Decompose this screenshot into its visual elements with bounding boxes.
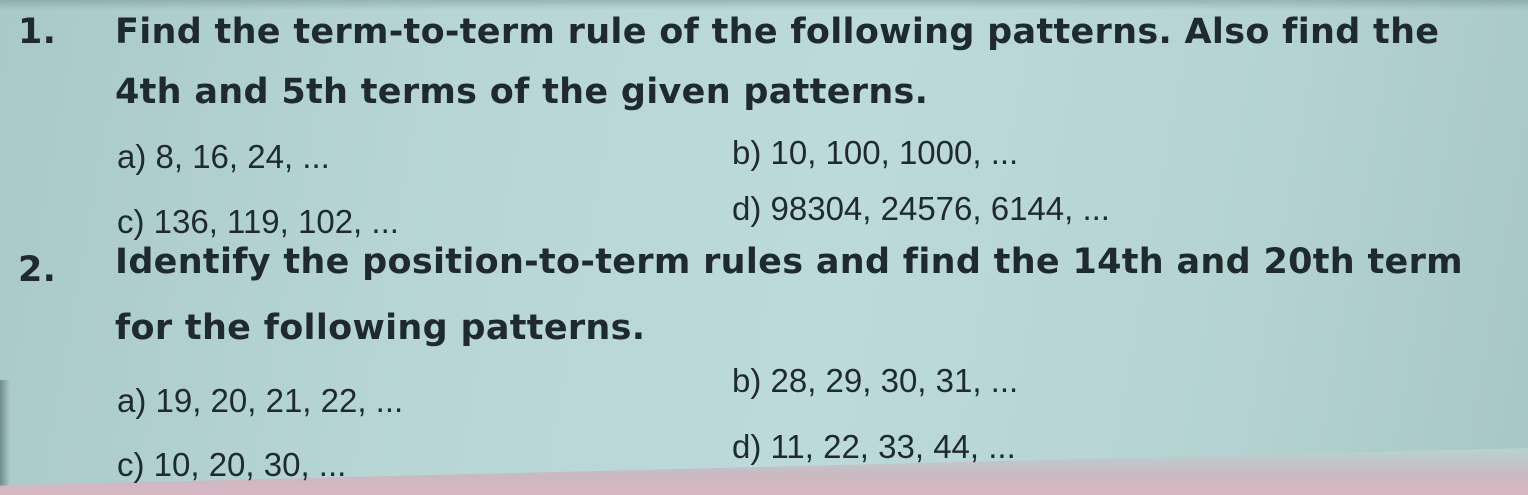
question-2-option-a: a) 19, 20, 21, 22, ... [117, 382, 404, 419]
top-shadow [0, 0, 1528, 10]
question-2-line-1: Identify the position-to-term rules and find the 14th and 20th term [115, 242, 1463, 282]
question-1-line-1: Find the term-to-term rule of the following patterns. Also find the [115, 12, 1440, 52]
question-2-line-2: for the following patterns. [115, 308, 646, 348]
question-2-option-c: c) 10, 20, 30, ... [117, 446, 347, 483]
question-1-number: 1. [18, 12, 57, 52]
question-1-line-2: 4th and 5th terms of the given patterns. [115, 72, 929, 112]
question-1-option-b: b) 10, 100, 1000, ... [732, 134, 1019, 171]
question-2-option-d: d) 11, 22, 33, 44, ... [732, 428, 1016, 465]
question-1-option-c: c) 136, 119, 102, ... [117, 203, 399, 240]
question-2-option-b: b) 28, 29, 30, 31, ... [732, 362, 1019, 399]
left-edge-shadow [0, 380, 10, 495]
question-2-number: 2. [18, 250, 57, 290]
question-1-option-a: a) 8, 16, 24, ... [117, 138, 330, 175]
question-1-option-d: d) 98304, 24576, 6144, ... [732, 190, 1110, 227]
